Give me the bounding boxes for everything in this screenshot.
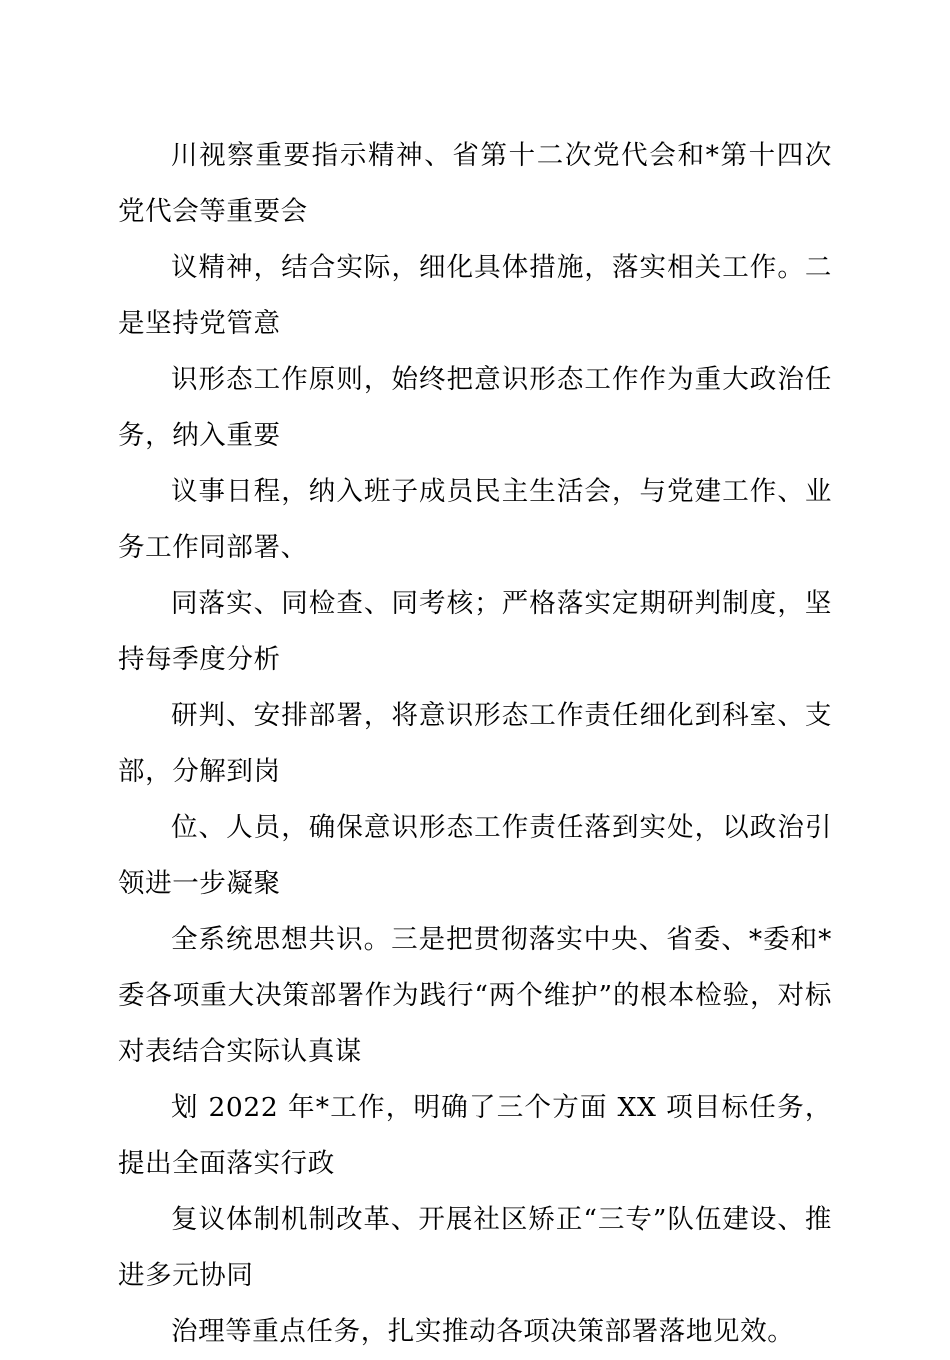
paragraph: 位、人员，确保意识形态工作责任落到实处，以政治引领进一步凝聚 <box>118 812 832 899</box>
paragraph: 划 2022 年*工作，明确了三个方面 XX 项目标任务，提出全面落实行政 <box>118 1092 832 1179</box>
paragraph: 议精神，结合实际，细化具体措施，落实相关工作。二是坚持党管意 <box>118 252 832 339</box>
paragraph: 治理等重点任务，扎实推动各项决策部署落地见效。 <box>171 1316 795 1347</box>
paragraph: 议事日程，纳入班子成员民主生活会，与党建工作、业务工作同部署、 <box>118 476 832 563</box>
paragraph: 全系统思想共识。三是把贯彻落实中央、省委、*委和*委各项重大决策部署作为践行“两个维护”的根本检验，对标对表结合实际认真谋 <box>118 924 832 1067</box>
paragraph: 识形态工作原则，始终把意识形态工作作为重大政治任务，纳入重要 <box>118 364 832 451</box>
document-body <box>118 128 832 1360</box>
paragraph: 研判、安排部署，将意识形态工作责任细化到科室、支部，分解到岗 <box>118 700 832 787</box>
paragraph: 川视察重要指示精神、省第十二次党代会和*第十四次党代会等重要会 <box>118 140 832 227</box>
paragraph: 复议体制机制改革、开展社区矫正“三专”队伍建设、推进多元协同 <box>118 1204 832 1291</box>
paragraph: 同落实、同检查、同考核；严格落实定期研判制度，坚持每季度分析 <box>118 588 832 675</box>
